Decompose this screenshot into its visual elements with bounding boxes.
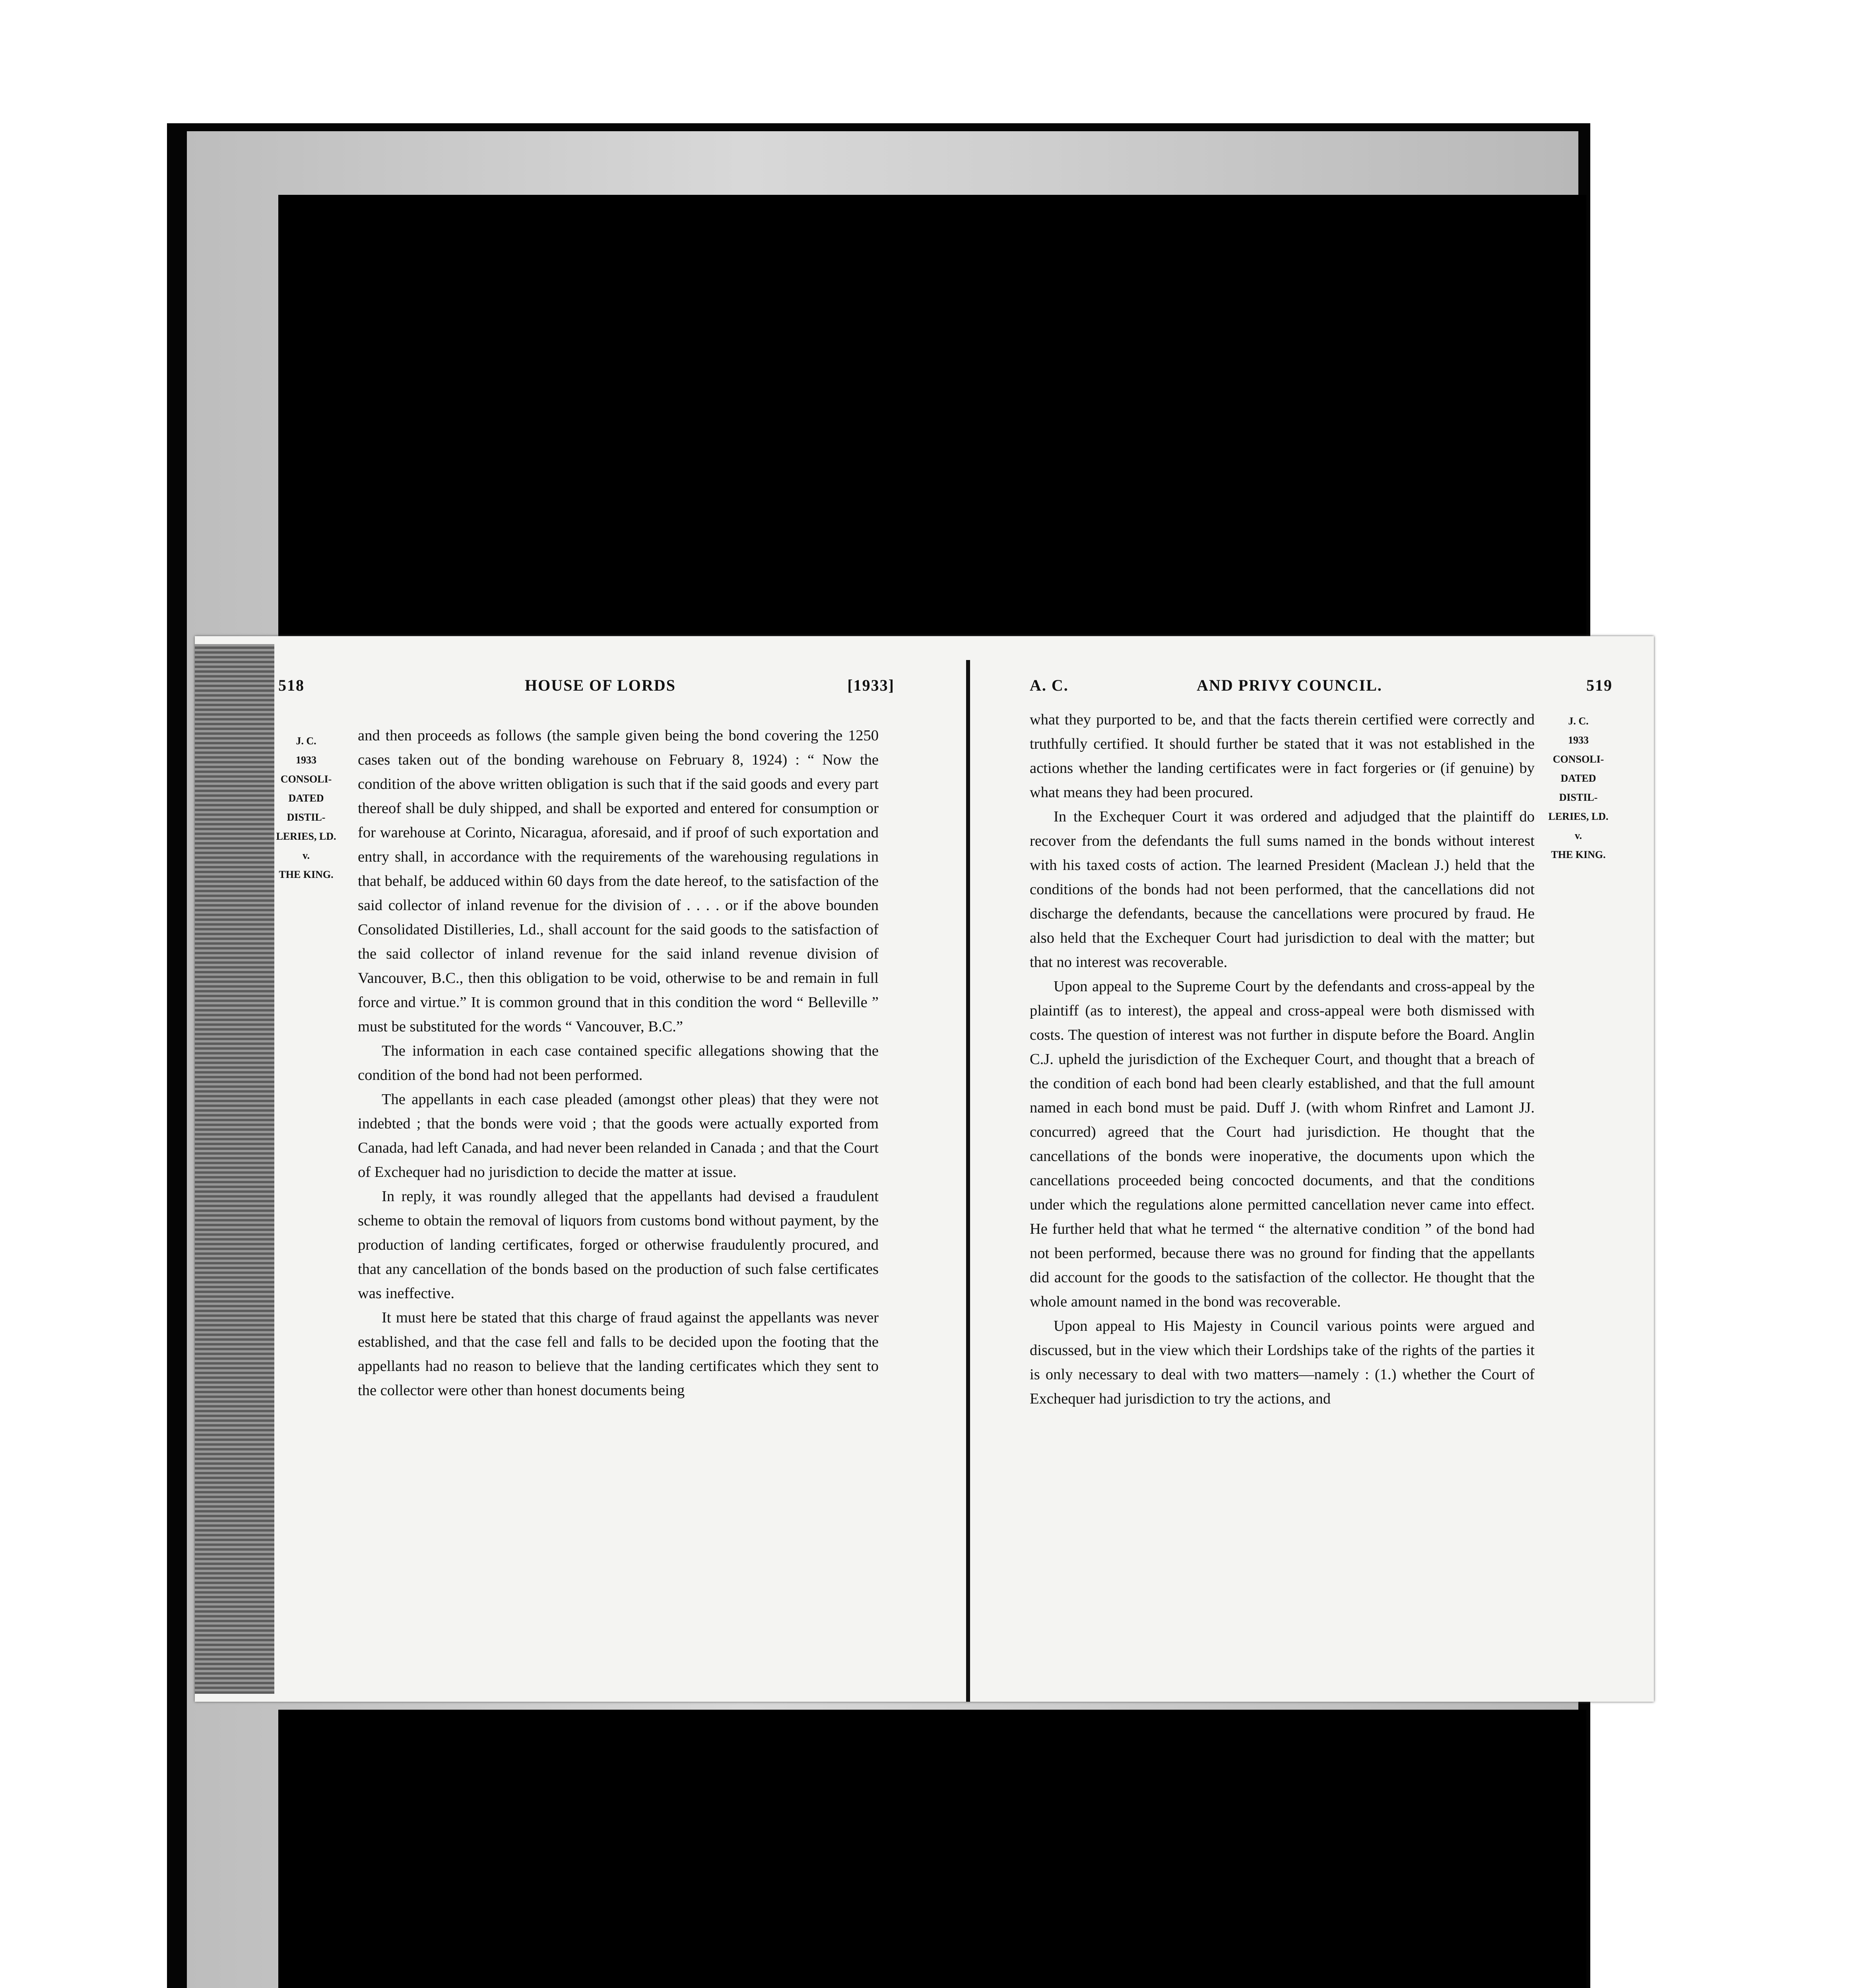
book-edge <box>195 644 274 1694</box>
left-year: [1933] <box>847 676 895 694</box>
blank-frame-bottom <box>278 1710 1586 1988</box>
left-margin-note: J. C. 1933 CONSOLI- DATED DISTIL- LERIES, LD. v. THE KING. <box>276 735 336 880</box>
paragraph: In the Exchequer Court it was ordered and adjudged that the plaintiff do recover from the defendants the full sums named in the bonds without interest with his taxed costs of action. The learned President (Maclean J.) held that the conditions of the bonds had not been performed, that the cancellations did not discharge the defendants, because the cancellations were procured by fraud. He also held that the Exchequer Court had jurisdiction to deal with the matter; but that no interest was recoverable. <box>1030 808 1535 971</box>
left-running-title: HOUSE OF LORDS <box>525 676 676 694</box>
paragraph: what they purported to be, and that the facts therein certified were correctly and truthfully certified. It should further be stated that it was not established in the actions whether the landing certificates were in fact forgeries or (if genuine) by what means they had been procured. <box>1030 711 1535 801</box>
left-page-number: 518 <box>278 676 305 694</box>
paragraph: The appellants in each case pleaded (amongst other pleas) that they were not indebted ; that the bonds were void ; that the goods were actually exported from Canada, had left Canada, and had never been relanded in Canada ; and that the Court of Exchequer had no jurisdiction to decide the matter at issue. <box>358 1091 879 1180</box>
right-body-text <box>1030 708 1535 1411</box>
left-page <box>278 676 895 1403</box>
left-running-head <box>278 676 895 712</box>
right-page <box>1030 676 1626 1411</box>
paragraph: and then proceeds as follows (the sample given being the bond covering the 1250 cases taken out of the bonding warehouse on February 8, 1924) : “ Now the condition of the above written obligation is such that if the said goods and every part thereof shall be duly shipped, and shall be exported and entered for consumption or for warehouse at Corinto, Nicaragua, aforesaid, and if proof of such exportation and entry shall, in accordance with the requirements of the warehousing regulations in that behalf, be adduced within 60 days from the date hereof, to the satisfaction of the said collector of inland revenue for the division of . . . . or if the above bounden Consolidated Distilleries, Ld., shall account for the said goods to the satisfaction of the said collector of inland revenue for the said inland revenue division of Vancouver, B.C., then this obligation to be void, otherwise to be and remain in full force and virtue.” It is common ground that in this condition the word “ Belleville ” must be substituted for the words “ Vancouver, B.C.” <box>358 727 879 1035</box>
blank-frame-top <box>278 195 1586 640</box>
paragraph: In reply, it was roundly alleged that the appellants had devised a fraudulent scheme to obtain the removal of liquors from customs bond without payment, by the production of landing certificates, forged or otherwise fraudulently procured, and that any cancellation of the bonds based on the production of such false certificates was ineffective. <box>358 1188 879 1302</box>
paragraph: Upon appeal to His Majesty in Council various points were argued and discussed, but in the view which their Lordships take of the rights of the parties it is only necessary to deal with two matters—namely : (1.) whether the Court of Exchequer had jurisdiction to try the actions, and <box>1030 1318 1535 1407</box>
right-series-label: A. C. <box>1030 676 1069 694</box>
right-running-head <box>1030 676 1626 712</box>
paragraph: It must here be stated that this charge of fraud against the appellants was never established, and that the case fell and falls to be decided upon the footing that the appellants had no reason to believe that the landing certificates which they sent to the collector were other than honest documents being <box>358 1309 879 1399</box>
paragraph: The information in each case contained specific allegations showing that the condition of the bond had not been performed. <box>358 1043 879 1083</box>
paragraph: Upon appeal to the Supreme Court by the defendants and cross-appeal by the plaintiff (as to interest), the appeal and cross-appeal were both dismissed with costs. The question of interest was not further in dispute before the Board. Anglin C.J. upheld the jurisdiction of the Exchequer Court, and thought that a breach of the condition of each bond had been clearly established, and that the full amount named in each bond must be paid. Duff J. (with whom Rinfret and Lamont JJ. concurred) agreed that the Court had jurisdiction. He thought that the cancellations of the bonds were inoperative, the documents upon which the cancellations proceeded being concocted documents, and that the conditions under which the regulations alone permitted cancellation never came into effect. He further held that what he termed “ the alternative condition ” of the bond had not been performed, because there was no ground for finding that the appellants did account for the goods to the satisfaction of the collector. He thought that the whole amount named in the bond was recoverable. <box>1030 978 1535 1310</box>
right-margin-note: J. C. 1933 CONSOLI- DATED DISTIL- LERIES, LD. v. THE KING. <box>1548 715 1609 860</box>
right-running-title: AND PRIVY COUNCIL. <box>1197 676 1382 694</box>
right-page-number: 519 <box>1586 676 1613 694</box>
left-body-text <box>358 724 879 1403</box>
page-gutter <box>966 660 970 1702</box>
